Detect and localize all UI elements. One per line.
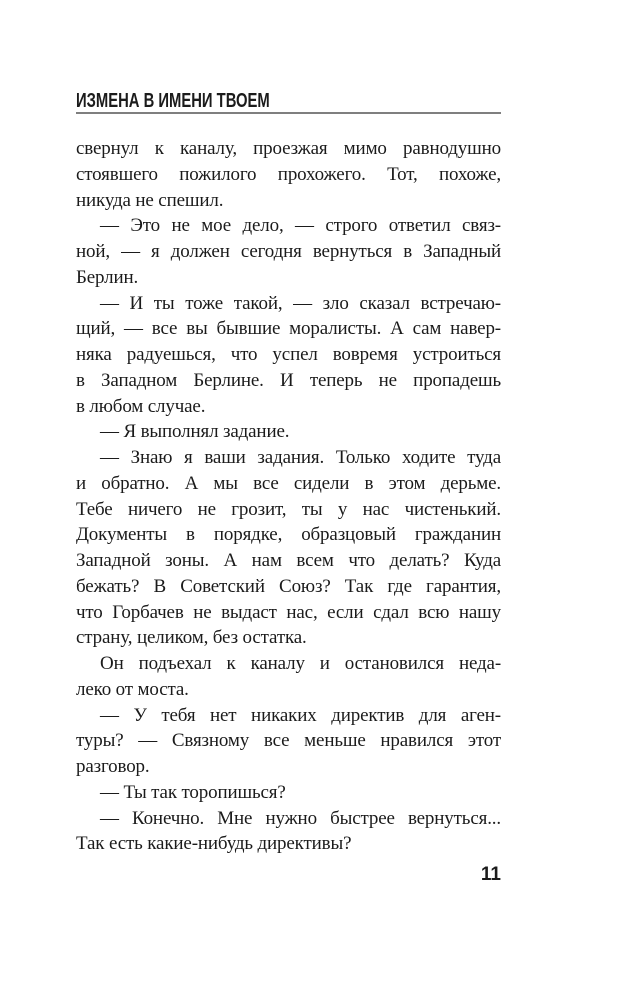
page-number: 11	[480, 864, 501, 885]
header-rule	[76, 112, 501, 114]
text-line: свернул к каналу, проезжая мимо равнодушно	[76, 138, 501, 159]
text-line: Так есть какие-нибудь директивы?	[76, 833, 352, 855]
text-line: — И ты тоже такой, — зло сказал встречаю-	[100, 292, 501, 314]
text-line: и обратно. А мы все сидели в этом дерьме.	[76, 472, 501, 494]
text-line: страну, целиком, без остатка.	[76, 627, 307, 649]
text-line: Западной зоны. А нам всем что делать? Куда	[76, 550, 501, 571]
text-line: туры? — Связному все меньше нравился этот	[76, 730, 501, 752]
text-line: в Западном Берлине. И теперь не пропадешь	[76, 369, 501, 391]
text-line: няка радуешься, что успел вовремя устроиться	[76, 344, 501, 365]
text-line: щий, — все вы бывшие моралисты. А сам навер-	[76, 318, 501, 340]
text-line: Он подъехал к каналу и остановился неда-	[100, 653, 501, 674]
text-line: стоявшего пожилого прохожего. Тот, похоже,	[76, 163, 501, 185]
text-line: — У тебя нет никаких директив для аген-	[100, 704, 501, 726]
text-line: — Знаю я ваши задания. Только ходите туда	[100, 447, 501, 468]
text-line: Тебе ничего не грозит, ты у нас чистенький.	[76, 498, 501, 520]
body-text	[76, 136, 501, 857]
text-line: — Конечно. Мне нужно быстрее вернуться...	[100, 807, 501, 829]
text-line: — Ты так торопишься?	[100, 781, 286, 803]
running-header-title: ИЗМЕНА В ИМЕНИ ТВОЕМ	[76, 90, 270, 112]
text-line: Документы в порядке, образцовый гражданин	[76, 524, 501, 546]
text-line: — Это не мое дело, — строго ответил связ-	[100, 215, 501, 237]
text-line: Берлин.	[76, 266, 139, 288]
text-line: леко от моста.	[76, 678, 189, 700]
text-line: ной, — я должен сегодня вернуться в Западный	[76, 241, 501, 262]
text-line: что Горбачев не выдаст нас, если сдал всю нашу	[76, 601, 501, 623]
text-line: — Я выполнял задание.	[100, 421, 290, 443]
text-line: в любом случае.	[76, 395, 206, 417]
text-line: никуда не спешил.	[76, 189, 224, 211]
running-header	[76, 91, 501, 112]
text-line: бежать? В Советский Союз? Так где гарантия,	[76, 575, 501, 597]
text-line: разговор.	[76, 756, 150, 777]
